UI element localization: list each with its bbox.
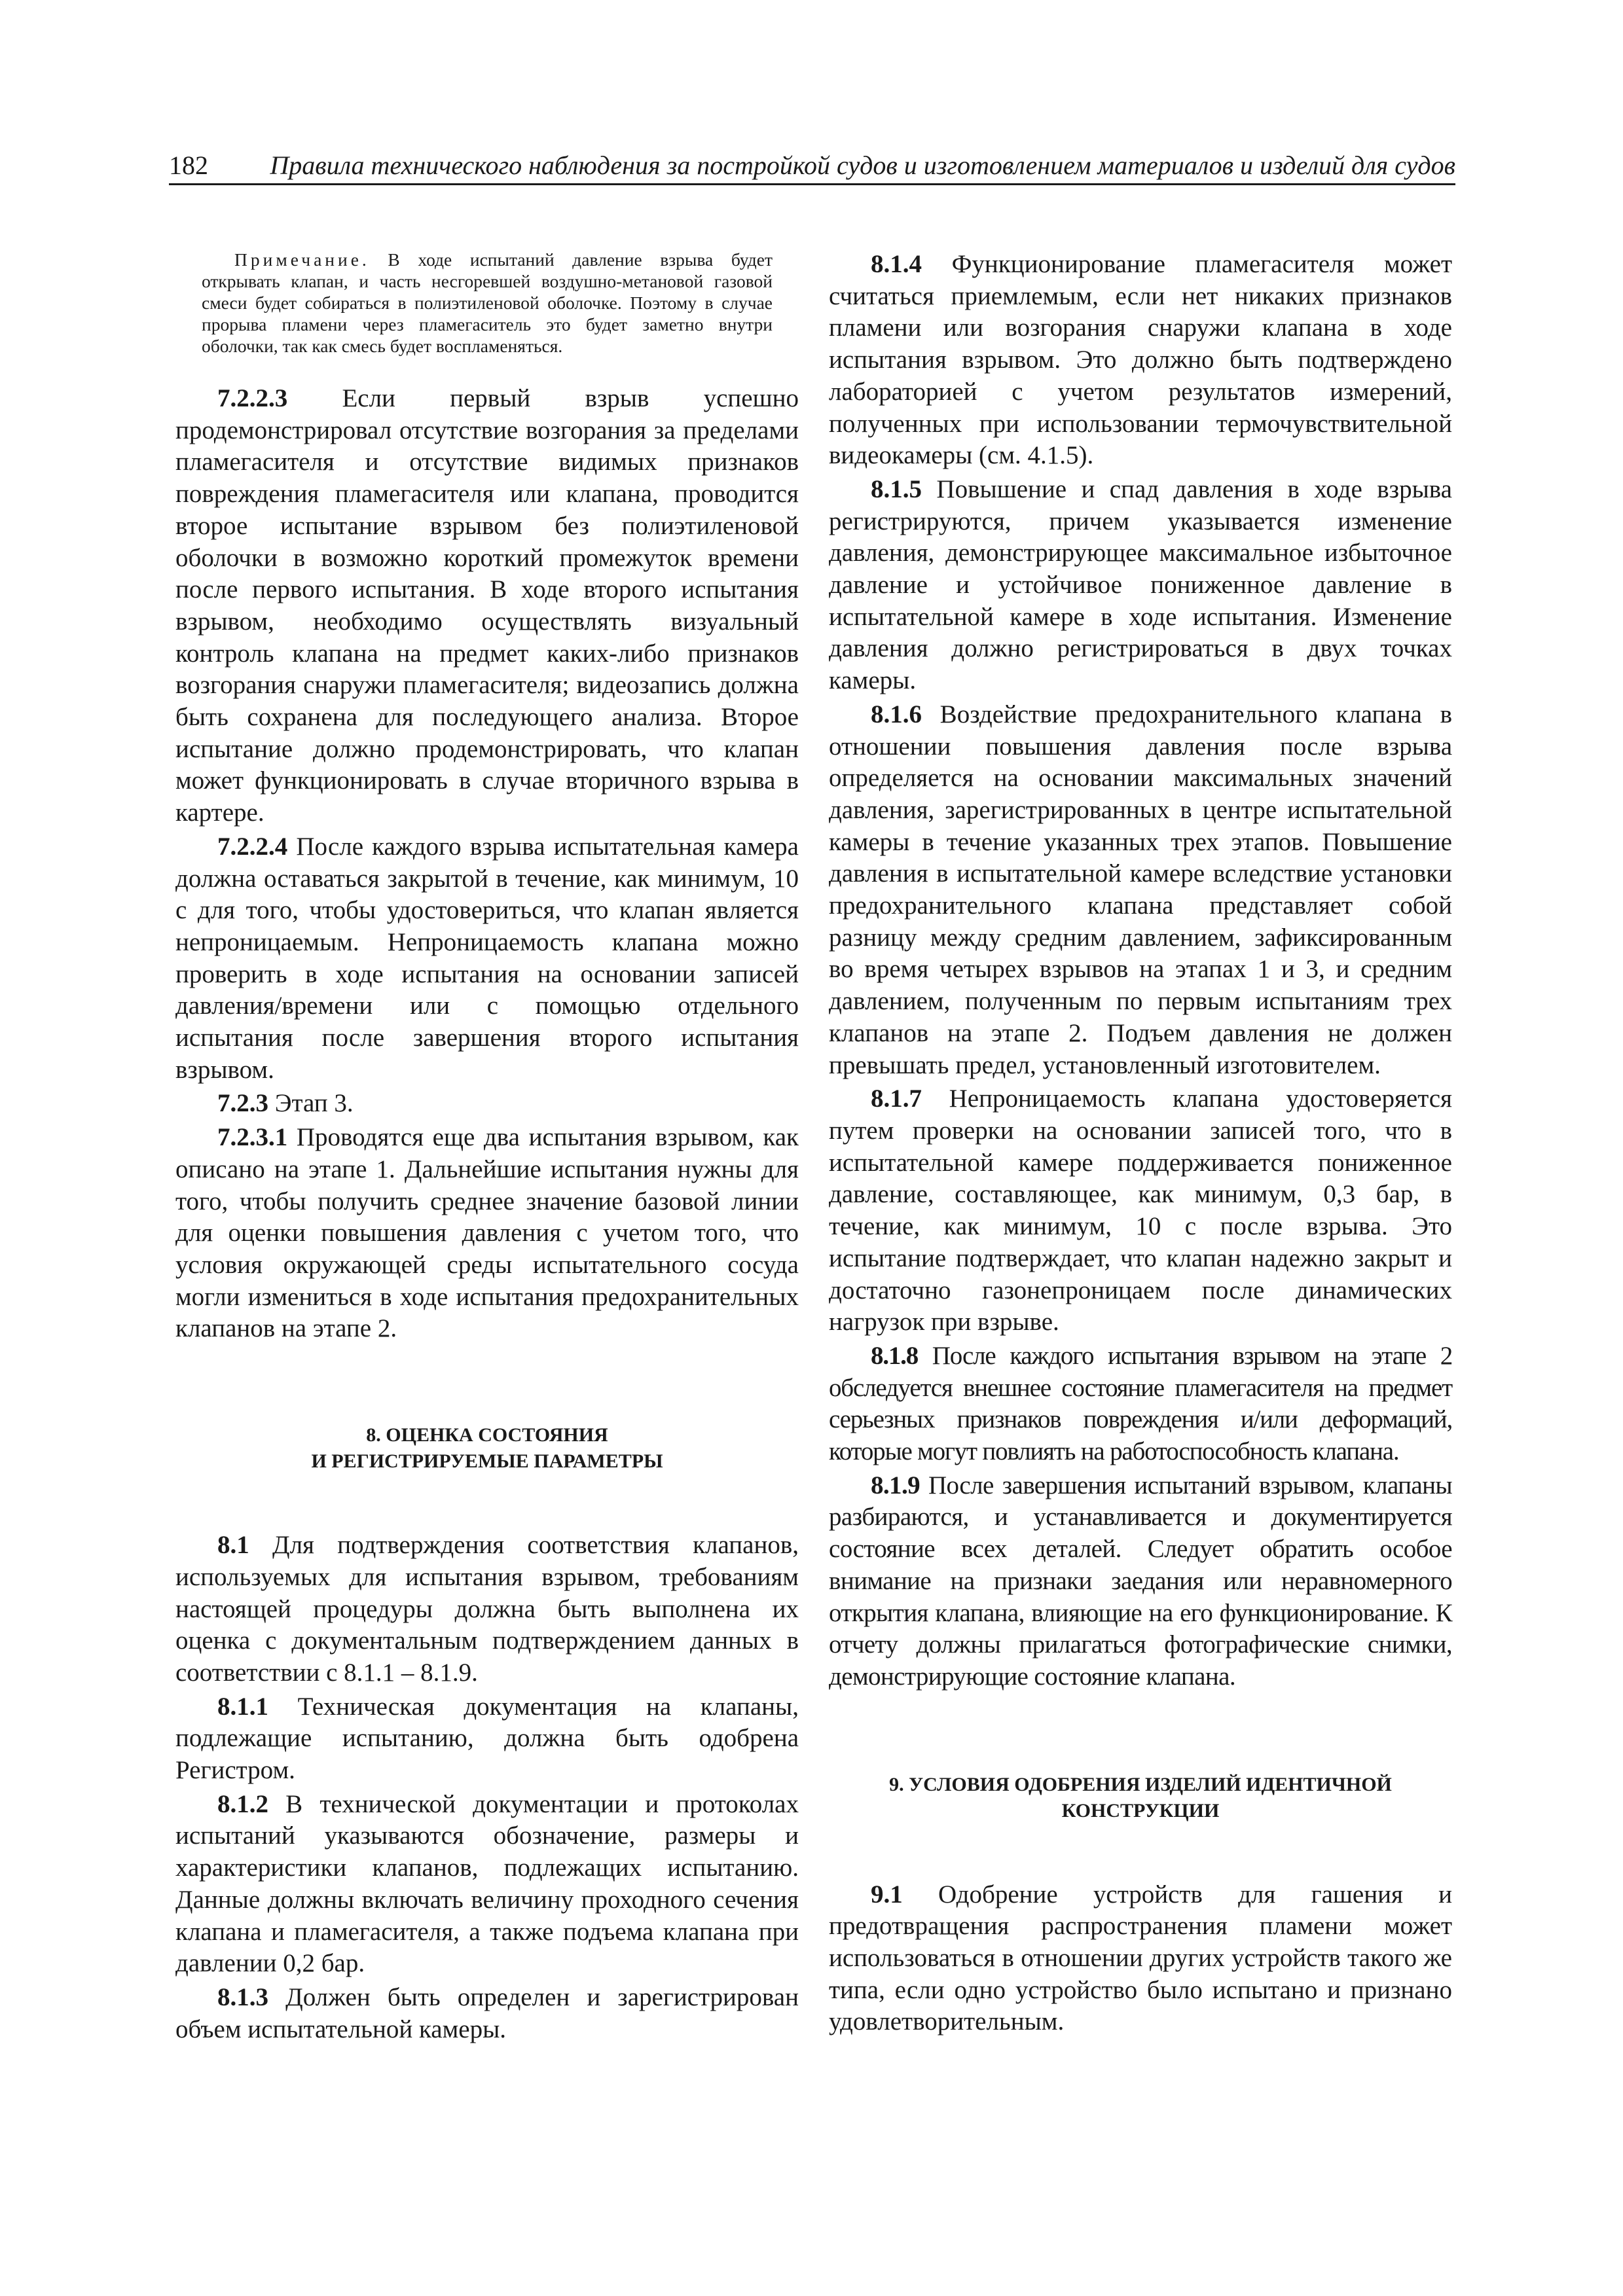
clause-number: 8.1.5 [871, 475, 922, 503]
paragraph-9-1 [829, 1879, 1452, 2039]
clause-text: Проводятся еще два испытания взрывом, как описано на этапе 1. Дальнейшие испытания нужны для того, чтобы получить среднее значение базовой линии для оценки повышения давления с учетом того, что условия окружающей среды испытательного сосуда могли измениться в ходе испытания предохранительных клапанов на этапе 2. [175, 1123, 799, 1343]
clause-text: Одобрение устройств для гашения и предотвращения распространения пламени может использоваться в отношении других устройств такого же типа, если одно устройство было испытано и признано удовлетворительным. [829, 1880, 1452, 2036]
clause-text: Воздействие предохранительного клапана в отношении повышения давления после взрыва определяется на основании максимальных значений давления, зарегистрированных в центре испытательной камеры в течение указанных трех этапов. Повышение давления в испытательной камере вследствие установки предохранительного клапана представляет собой разницу между средним давлением, зафиксированным во время четырех взрывов на этапах 1 и 3, и средним давлением, полученным по первым испытаниям трех клапанов на этапе 2. Подъем давления не должен превышать предел, установленный изготовителем. [829, 700, 1452, 1079]
clause-text: В технической документации и протоколах испытаний указываются обозначение, размеры и характеристики клапанов, подлежащих испытанию. Данные должны включать величину проходного сечения клапана и пламегасителя, а также подъема клапана при давлении 0,2 бар. [175, 1789, 799, 1978]
paragraph-8-1-2 [175, 1789, 799, 1980]
clause-number: 8.1.2 [217, 1789, 268, 1818]
clause-text: Этап 3. [268, 1089, 354, 1118]
paragraph-7-2-2-3 [175, 383, 799, 829]
paragraph-7-2-2-4 [175, 831, 799, 1086]
left-column [175, 249, 799, 2045]
section-9-heading-line1: 9. УСЛОВИЯ ОДОБРЕНИЯ ИЗДЕЛИЙ ИДЕНТИЧНОЙ [889, 1773, 1392, 1795]
paragraph-8-1-3 [175, 1982, 799, 2045]
clause-text: Для подтверждения соответствия клапанов, используемых для испытания взрывом, требованиям настоящей процедуры должна быть выполнена их оценка с документальным подтверждением данных в соответствии с 8.1.1 – 8.1.9. [175, 1531, 799, 1687]
clause-number: 8.1.3 [217, 1982, 268, 2011]
paragraph-8-1-6 [829, 699, 1452, 1081]
paragraph-8-1-9 [829, 1470, 1452, 1693]
clause-number: 7.2.3 [217, 1089, 268, 1118]
page-number: 182 [169, 151, 208, 180]
clause-number: 8.1.1 [217, 1692, 268, 1721]
paragraph-8-1-7 [829, 1083, 1452, 1338]
section-8-heading-line2: И РЕГИСТРИРУЕМЫЕ ПАРАМЕТРЫ [311, 1450, 663, 1473]
paragraph-7-2-3-1 [175, 1122, 799, 1345]
paragraph-8-1-8 [829, 1340, 1452, 1468]
clause-number: 8.1.7 [871, 1085, 922, 1113]
clause-text: Непроницаемость клапана удостоверяется путем проверки на основании записей того, что в испытательной камере поддерживается пониженное давление, составляющее, как минимум, 0,3 бар, в течение, как минимум, 10 с после взрыва. Это испытание подтверждает, что клапан надежно закрыт и достаточно газонепроницаем после динамических нагрузок при взрыве. [829, 1085, 1452, 1336]
clause-text: Должен быть определен и зарегистрирован объем испытательной камеры. [175, 1982, 799, 2043]
page-header [169, 143, 1455, 185]
clause-number: 8.1.4 [871, 250, 922, 278]
paragraph-8-1-4 [829, 249, 1452, 472]
note-label: Примечание. [234, 249, 370, 270]
clause-text: Техническая документация на клапаны, подлежащие испытанию, должна быть одобрена Регистром. [175, 1692, 799, 1785]
paragraph-8-1 [175, 1530, 799, 1689]
paragraph-8-1-5 [829, 474, 1452, 697]
clause-number: 7.2.3.1 [217, 1123, 288, 1152]
clause-number: 8.1.6 [871, 700, 922, 728]
clause-text: Функционирование пламегасителя может считаться приемлемым, если нет никаких признаков пламени или возгорания снаружи клапана в ходе испытания взрывом. Это должно быть подтверждено лабораторией с учетом результатов измерений, полученных при использовании термочувствительной видеокамеры (см. 4.1.5). [829, 250, 1452, 470]
clause-text: После завершения испытаний взрывом, клапаны разбираются, и устанавливается и документируется состояние всех деталей. Следует обратить особое внимание на признаки заедания или неравномерного открытия клапана, влияющие на его функционирование. К отчету должны прилагаться фотографические снимки, демонстрирующие состояние клапана. [829, 1471, 1452, 1691]
section-9-heading-line2: КОНСТРУКЦИИ [1061, 1799, 1220, 1821]
note [202, 249, 773, 357]
paragraph-7-2-3 [175, 1088, 799, 1120]
clause-text: Если первый взрыв успешно продемонстрировал отсутствие возгорания за пределами пламегасителя и отсутствие видимых признаков повреждения пламегасителя или клапана, проводится второе испытание взрывом без полиэтиленовой оболочки в возможно короткий промежуток времени после первого испытания. В ходе второго испытания взрывом, необходимо осуществлять визуальный контроль клапана на предмет каких-либо признаков возгорания снаружи пламегасителя; видеозапись должна быть сохранена для последующего анализа. Второе испытание должно продемонстрировать, что клапан может функционировать в случае вторичного взрыва в картере. [175, 384, 799, 827]
clause-number: 7.2.2.4 [217, 832, 288, 861]
running-title: Правила технического наблюдения за постройкой судов и изготовлением материалов и изделий для судов [270, 151, 1455, 180]
clause-number: 8.1.8 [871, 1341, 919, 1370]
clause-text: После каждого испытания взрывом на этапе 2 обследуется внешнее состояние пламегасителя на предмет серьезных признаков повреждения и/или деформаций, которые могут повлиять на работоспособность клапана. [829, 1341, 1452, 1466]
note-text: В ходе испытаний давление взрыва будет открывать клапан, и часть несгоревшей воздушно-метановой газовой смеси будет собираться в полиэтиленовой оболочке. Поэтому в случае прорыва пламени через пламегаситель это будет заметно внутри оболочки, так как смесь будет воспламеняться. [202, 249, 773, 356]
section-8-heading [175, 1422, 799, 1475]
clause-number: 8.1 [217, 1531, 249, 1560]
right-column [829, 249, 1452, 2038]
clause-number: 8.1.9 [871, 1471, 921, 1499]
clause-text: После каждого взрыва испытательная камера должна оставаться закрытой в течение, как минимум, 10 с для того, чтобы удостовериться, что клапан является непроницаемым. Непроницаемость клапана можно проверить в ходе испытания на основании записей давления/времени или с помощью отдельного испытания после завершения второго испытания взрывом. [175, 832, 799, 1084]
clause-text: Повышение и спад давления в ходе взрыва регистрируются, причем указывается изменение давления, демонстрирующее максимальное избыточное давление и устойчивое пониженное давление в испытательной камере в ходе испытания. Изменение давления должно регистрироваться в двух точках камеры. [829, 475, 1452, 695]
clause-number: 9.1 [871, 1880, 903, 1909]
clause-number: 7.2.2.3 [217, 384, 288, 412]
paragraph-8-1-1 [175, 1691, 799, 1787]
section-9-heading [829, 1772, 1452, 1824]
section-8-heading-line1: 8. ОЦЕНКА СОСТОЯНИЯ [366, 1424, 608, 1446]
